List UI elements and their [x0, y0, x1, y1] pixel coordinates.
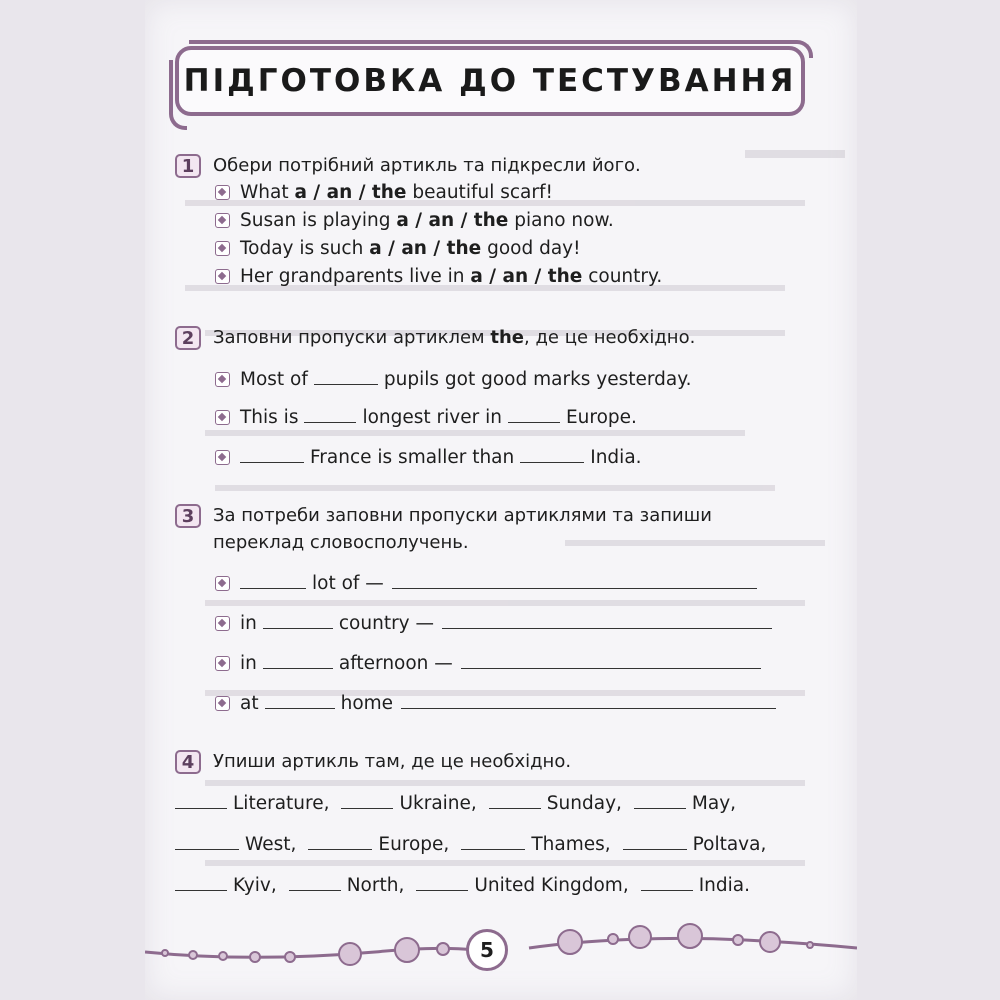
page-title: ПІДГОТОВКА ДО ТЕСТУВАННЯ [183, 63, 797, 99]
answer-line[interactable] [401, 690, 776, 709]
list-item: Her grandparents live in a / an / the country. [215, 266, 662, 287]
list-item: Most of pupils got good marks yesterday. [215, 366, 691, 390]
list-item: Today is such a / an / the good day! [215, 238, 581, 259]
blank-line[interactable] [175, 831, 239, 850]
diamond-bullet-icon [215, 450, 230, 465]
answer-line[interactable] [461, 650, 761, 669]
list-item: in country — [215, 610, 772, 634]
list-item: What a / an / the beautiful scarf! [215, 182, 553, 203]
diamond-bullet-icon [215, 213, 230, 228]
blank-line[interactable] [314, 366, 378, 385]
list-item: This is longest river in Europe. [215, 404, 637, 428]
task-number-badge: 1 [175, 154, 201, 178]
blank-line[interactable] [265, 690, 335, 709]
blank-line[interactable] [175, 872, 227, 891]
answer-line[interactable] [442, 610, 772, 629]
blank-line[interactable] [304, 404, 356, 423]
article-options: a / an / the [294, 182, 407, 203]
workbook-page [145, 0, 857, 1000]
task-4-row: Kyiv, North, United Kingdom, India. [175, 872, 750, 896]
blank-line[interactable] [263, 610, 333, 629]
blank-line[interactable] [308, 831, 372, 850]
task-4-row: Literature, Ukraine, Sunday, May, [175, 790, 736, 814]
list-item: lot of — [215, 570, 757, 594]
task-number-badge: 4 [175, 750, 201, 774]
blank-line[interactable] [416, 872, 468, 891]
article-options: a / an / the [470, 266, 583, 287]
diamond-bullet-icon [215, 241, 230, 256]
list-item: France is smaller than India. [215, 444, 642, 468]
diamond-bullet-icon [215, 269, 230, 284]
blank-line[interactable] [341, 790, 393, 809]
blank-line[interactable] [641, 872, 693, 891]
diamond-bullet-icon [215, 185, 230, 200]
list-item: in afternoon — [215, 650, 761, 674]
task-instruction: Заповни пропуски артиклем the, де це необхідно. [213, 327, 696, 348]
task-instruction: За потреби заповни пропуски артиклями та запиши переклад словосполучень. [213, 505, 712, 553]
answer-line[interactable] [392, 570, 757, 589]
diamond-bullet-icon [215, 576, 230, 591]
blank-line[interactable] [263, 650, 333, 669]
blank-line[interactable] [461, 831, 525, 850]
article-options: a / an / the [369, 238, 482, 259]
task-instruction: Обери потрібний артикль та підкресли його. [213, 155, 641, 176]
title-frame [175, 46, 805, 116]
page-number: 5 [466, 929, 508, 971]
blank-line[interactable] [175, 790, 227, 809]
diamond-bullet-icon [215, 410, 230, 425]
list-item: Susan is playing a / an / the piano now. [215, 210, 614, 231]
diamond-bullet-icon [215, 372, 230, 387]
task-number-badge: 3 [175, 504, 201, 528]
article-options: a / an / the [396, 210, 509, 231]
task-number-badge: 2 [175, 326, 201, 350]
list-item: at home [215, 690, 776, 714]
diamond-bullet-icon [215, 696, 230, 711]
blank-line[interactable] [240, 444, 304, 463]
blank-line[interactable] [508, 404, 560, 423]
blank-line[interactable] [634, 790, 686, 809]
blank-line[interactable] [240, 570, 306, 589]
blank-line[interactable] [489, 790, 541, 809]
task-instruction: Упиши артикль там, де це необхідно. [213, 751, 572, 772]
blank-line[interactable] [520, 444, 584, 463]
diamond-bullet-icon [215, 656, 230, 671]
task-4-row: West, Europe, Thames, Poltava, [175, 831, 766, 855]
blank-line[interactable] [623, 831, 687, 850]
blank-line[interactable] [289, 872, 341, 891]
diamond-bullet-icon [215, 616, 230, 631]
